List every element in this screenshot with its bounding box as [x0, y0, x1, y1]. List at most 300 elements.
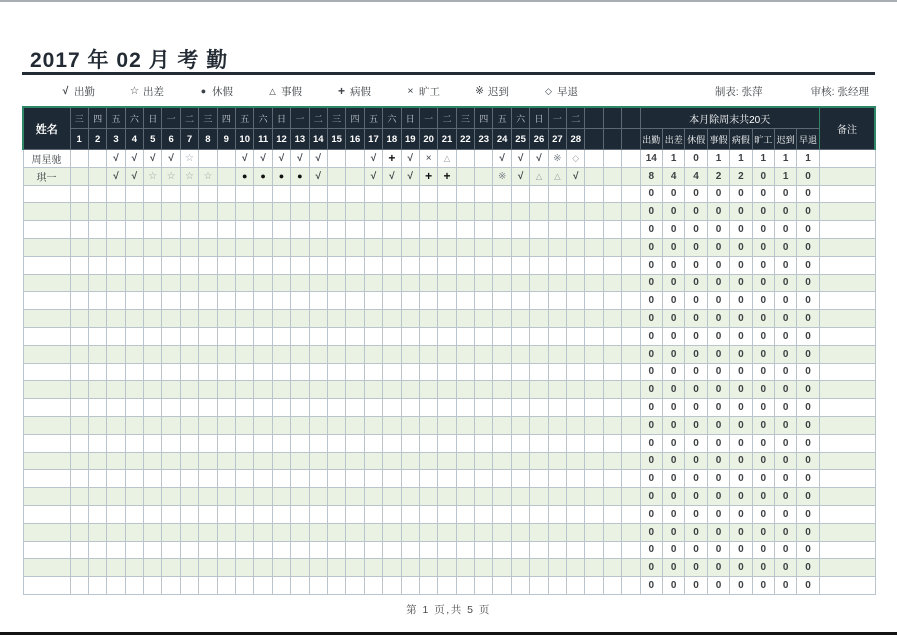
- mark-cell: [272, 185, 290, 203]
- mark-cell: [327, 203, 345, 221]
- mark-cell: [401, 381, 419, 399]
- mark-cell: [272, 274, 290, 292]
- mark-cell: [144, 345, 162, 363]
- mark-cell: [438, 488, 456, 506]
- summary-cell: 0: [752, 363, 774, 381]
- date-cell: 25: [511, 129, 529, 150]
- mark-cell: [585, 363, 603, 381]
- summary-cell: 0: [707, 310, 729, 328]
- mark-cell: [107, 292, 125, 310]
- mark-cell: [107, 238, 125, 256]
- mark-cell: [456, 470, 474, 488]
- mark-cell: [236, 150, 254, 168]
- mark-cell: [585, 185, 603, 203]
- mark-cell: [346, 150, 364, 168]
- summary-cell: 0: [774, 416, 796, 434]
- name-cell: [23, 577, 70, 595]
- mark-cell: [88, 399, 106, 417]
- mark-cell: [511, 577, 529, 595]
- mark-cell: [567, 185, 585, 203]
- mark-cell: [254, 363, 272, 381]
- mark-cell: [199, 345, 217, 363]
- mark-cell: [456, 505, 474, 523]
- mark-cell: [475, 488, 493, 506]
- date-cell: 4: [125, 129, 143, 150]
- mark-cell: [603, 470, 621, 488]
- date-cell: 16: [346, 129, 364, 150]
- mark-cell: [530, 203, 548, 221]
- name-cell: [23, 327, 70, 345]
- legend-item: [474, 84, 509, 99]
- mark-cell: [475, 399, 493, 417]
- summary-cell: 0: [640, 416, 662, 434]
- mark-cell: [567, 310, 585, 328]
- summary-cell: 0: [774, 541, 796, 559]
- mark-cell: [88, 221, 106, 239]
- legend-symbol-icon: ☆: [129, 85, 140, 97]
- mark-cell: [291, 559, 309, 577]
- weekday-cell: 六: [511, 107, 529, 129]
- summary-cell: 0: [730, 452, 752, 470]
- mark-symbol: ●: [260, 170, 266, 181]
- summary-cell: 0: [774, 203, 796, 221]
- mark-cell: [585, 559, 603, 577]
- mark-cell: [236, 221, 254, 239]
- weekday-cell: [585, 107, 603, 129]
- mark-cell: [199, 416, 217, 434]
- date-cell: 13: [291, 129, 309, 150]
- mark-cell: [291, 416, 309, 434]
- summary-cell: 0: [752, 559, 774, 577]
- summary-cell: 1: [752, 150, 774, 168]
- mark-cell: [456, 203, 474, 221]
- mark-cell: [585, 203, 603, 221]
- remark-cell: [819, 381, 875, 399]
- mark-cell: [125, 203, 143, 221]
- summary-cell: 0: [730, 256, 752, 274]
- mark-cell: [309, 399, 327, 417]
- summary-cell: 0: [730, 505, 752, 523]
- date-cell: 12: [272, 129, 290, 150]
- summary-cell: 0: [774, 327, 796, 345]
- summary-cell: 0: [685, 452, 707, 470]
- mark-cell: [401, 452, 419, 470]
- mark-cell: [456, 399, 474, 417]
- mark-cell: [622, 434, 640, 452]
- legend-symbol-icon: ◇: [545, 85, 552, 96]
- mark-cell: [309, 167, 327, 185]
- mark-cell: [144, 274, 162, 292]
- mark-cell: [70, 345, 88, 363]
- mark-cell: [217, 327, 235, 345]
- mark-cell: [567, 488, 585, 506]
- mark-cell: [88, 167, 106, 185]
- mark-cell: [585, 167, 603, 185]
- mark-cell: [70, 470, 88, 488]
- mark-cell: [493, 577, 511, 595]
- mark-cell: [291, 310, 309, 328]
- mark-cell: [346, 203, 364, 221]
- mark-cell: [125, 345, 143, 363]
- mark-cell: [309, 256, 327, 274]
- mark-cell: [309, 541, 327, 559]
- weekday-cell: 三: [199, 107, 217, 129]
- summary-cell: 0: [730, 292, 752, 310]
- mark-cell: [199, 363, 217, 381]
- remark-cell: [819, 292, 875, 310]
- mark-cell: [180, 470, 198, 488]
- mark-cell: [383, 416, 401, 434]
- mark-symbol: ●: [297, 170, 303, 181]
- remark-cell: [819, 185, 875, 203]
- summary-cell: 0: [663, 345, 685, 363]
- mark-cell: [493, 274, 511, 292]
- mark-cell: [88, 452, 106, 470]
- mark-cell: [346, 523, 364, 541]
- mark-cell: [438, 470, 456, 488]
- mark-cell: [493, 256, 511, 274]
- summary-cell: 0: [640, 292, 662, 310]
- mark-cell: [70, 363, 88, 381]
- mark-cell: [364, 559, 382, 577]
- mark-cell: [254, 167, 272, 185]
- mark-cell: [622, 523, 640, 541]
- remark-cell: [819, 452, 875, 470]
- name-cell: [23, 221, 70, 239]
- mark-cell: [475, 470, 493, 488]
- mark-symbol: √: [536, 152, 542, 164]
- summary-cell: 1: [707, 150, 729, 168]
- mark-cell: [383, 505, 401, 523]
- weekday-cell: 四: [217, 107, 235, 129]
- summary-cell: 0: [640, 577, 662, 595]
- remark-cell: [819, 434, 875, 452]
- mark-cell: [622, 559, 640, 577]
- mark-cell: [530, 221, 548, 239]
- mark-cell: [88, 274, 106, 292]
- summary-cell: 0: [707, 292, 729, 310]
- mark-cell: [70, 150, 88, 168]
- summary-cell: 0: [663, 488, 685, 506]
- mark-cell: [530, 274, 548, 292]
- summary-cell: 0: [797, 203, 819, 221]
- name-cell: [23, 381, 70, 399]
- mark-cell: [291, 345, 309, 363]
- mark-cell: [364, 381, 382, 399]
- mark-cell: [88, 327, 106, 345]
- mark-cell: [530, 559, 548, 577]
- name-cell: [23, 488, 70, 506]
- mark-cell: [291, 292, 309, 310]
- mark-cell: [548, 559, 566, 577]
- mark-cell: [272, 345, 290, 363]
- legend-label: 出差: [143, 85, 164, 98]
- mark-cell: [327, 274, 345, 292]
- mark-cell: [88, 238, 106, 256]
- mark-cell: [475, 381, 493, 399]
- mark-cell: [309, 363, 327, 381]
- mark-cell: [603, 381, 621, 399]
- table-row: [23, 238, 875, 256]
- mark-cell: [236, 577, 254, 595]
- mark-cell: [254, 221, 272, 239]
- mark-cell: [530, 238, 548, 256]
- mark-cell: [456, 292, 474, 310]
- mark-cell: [144, 221, 162, 239]
- mark-cell: [438, 523, 456, 541]
- mark-cell: [456, 167, 474, 185]
- mark-cell: [493, 327, 511, 345]
- mark-symbol: ●: [278, 170, 285, 181]
- mark-cell: [254, 238, 272, 256]
- mark-cell: [70, 434, 88, 452]
- mark-cell: [419, 292, 437, 310]
- name-cell: [23, 505, 70, 523]
- summary-col-header: 休假: [685, 129, 707, 150]
- mark-cell: [548, 505, 566, 523]
- summary-cell: 0: [752, 416, 774, 434]
- mark-cell: [144, 577, 162, 595]
- legend-symbol-icon: △: [269, 85, 276, 96]
- mark-cell: [603, 345, 621, 363]
- date-cell: 20: [419, 129, 437, 150]
- mark-cell: [88, 363, 106, 381]
- mark-cell: [125, 256, 143, 274]
- summary-cell: 0: [685, 399, 707, 417]
- mark-cell: [180, 559, 198, 577]
- summary-cell: 0: [797, 523, 819, 541]
- mark-cell: [401, 434, 419, 452]
- weekday-cell: 二: [567, 107, 585, 129]
- mark-cell: [456, 434, 474, 452]
- mark-cell: [419, 221, 437, 239]
- legend-item: [405, 84, 440, 99]
- summary-cell: 0: [774, 452, 796, 470]
- mark-cell: [180, 327, 198, 345]
- summary-cell: 0: [797, 559, 819, 577]
- mark-cell: [401, 203, 419, 221]
- mark-cell: [144, 292, 162, 310]
- date-cell: [585, 129, 603, 150]
- mark-cell: [236, 203, 254, 221]
- summary-cell: 0: [663, 363, 685, 381]
- mark-cell: [236, 185, 254, 203]
- mark-cell: [364, 470, 382, 488]
- mark-cell: [236, 523, 254, 541]
- summary-cell: 0: [663, 381, 685, 399]
- mark-cell: [493, 310, 511, 328]
- summary-cell: 0: [640, 256, 662, 274]
- mark-cell: [585, 470, 603, 488]
- mark-cell: [291, 327, 309, 345]
- mark-cell: [511, 221, 529, 239]
- remark-cell: [819, 505, 875, 523]
- date-cell: 11: [254, 129, 272, 150]
- mark-cell: [180, 399, 198, 417]
- mark-cell: [530, 150, 548, 168]
- mark-cell: [309, 238, 327, 256]
- mark-cell: [511, 470, 529, 488]
- mark-cell: [217, 238, 235, 256]
- table-row: [23, 274, 875, 292]
- mark-cell: [125, 470, 143, 488]
- summary-cell: 0: [797, 541, 819, 559]
- weekday-cell: 四: [88, 107, 106, 129]
- mark-cell: [107, 577, 125, 595]
- mark-cell: [88, 523, 106, 541]
- mark-cell: [603, 488, 621, 506]
- mark-cell: [125, 559, 143, 577]
- mark-cell: [401, 470, 419, 488]
- mark-cell: [622, 167, 640, 185]
- mark-cell: [603, 416, 621, 434]
- summary-cell: 0: [752, 399, 774, 417]
- summary-cell: 1: [797, 150, 819, 168]
- mark-cell: [107, 310, 125, 328]
- mark-cell: [603, 238, 621, 256]
- mark-cell: [364, 434, 382, 452]
- mark-cell: [70, 327, 88, 345]
- mark-cell: [585, 274, 603, 292]
- summary-cell: 0: [797, 363, 819, 381]
- summary-cell: 0: [685, 274, 707, 292]
- mark-cell: [291, 399, 309, 417]
- mark-cell: [530, 185, 548, 203]
- mark-symbol: ※: [497, 170, 507, 182]
- remark-cell: [819, 541, 875, 559]
- mark-cell: [180, 541, 198, 559]
- mark-cell: [493, 167, 511, 185]
- summary-cell: 0: [640, 203, 662, 221]
- mark-cell: [107, 185, 125, 203]
- mark-cell: [567, 327, 585, 345]
- summary-cell: 0: [707, 416, 729, 434]
- summary-cell: 0: [663, 452, 685, 470]
- summary-cell: 0: [640, 505, 662, 523]
- weekday-cell: 五: [107, 107, 125, 129]
- mark-cell: [383, 310, 401, 328]
- mark-cell: [383, 470, 401, 488]
- mark-cell: [419, 399, 437, 417]
- mark-cell: [383, 185, 401, 203]
- mark-symbol: √: [389, 170, 395, 182]
- mark-symbol: √: [260, 152, 266, 164]
- mark-cell: [236, 452, 254, 470]
- mark-cell: [88, 345, 106, 363]
- mark-cell: [254, 470, 272, 488]
- mark-cell: [346, 416, 364, 434]
- mark-cell: [548, 541, 566, 559]
- mark-cell: [493, 452, 511, 470]
- mark-cell: [401, 274, 419, 292]
- mark-cell: [548, 523, 566, 541]
- mark-cell: [493, 221, 511, 239]
- summary-cell: 0: [797, 577, 819, 595]
- summary-cell: 0: [685, 541, 707, 559]
- mark-cell: [603, 310, 621, 328]
- summary-cell: 0: [685, 434, 707, 452]
- name-cell: [23, 310, 70, 328]
- mark-cell: [309, 292, 327, 310]
- mark-cell: [162, 505, 180, 523]
- weekday-cell: 一: [548, 107, 566, 129]
- mark-cell: [346, 292, 364, 310]
- mark-cell: [180, 256, 198, 274]
- mark-cell: [567, 381, 585, 399]
- mark-cell: [511, 541, 529, 559]
- mark-cell: [622, 221, 640, 239]
- mark-cell: [585, 221, 603, 239]
- mark-cell: [291, 238, 309, 256]
- mark-cell: [217, 150, 235, 168]
- mark-cell: [567, 559, 585, 577]
- mark-cell: [309, 559, 327, 577]
- summary-cell: 4: [663, 167, 685, 185]
- mark-cell: [475, 221, 493, 239]
- name-cell: [23, 452, 70, 470]
- mark-cell: [585, 416, 603, 434]
- mark-cell: [530, 577, 548, 595]
- legend-symbol-icon: ×: [407, 85, 414, 97]
- mark-cell: [585, 345, 603, 363]
- mark-cell: [327, 345, 345, 363]
- table-row: [23, 256, 875, 274]
- mark-cell: [107, 470, 125, 488]
- mark-cell: [125, 505, 143, 523]
- mark-cell: [125, 150, 143, 168]
- mark-cell: [162, 381, 180, 399]
- remark-cell: [819, 470, 875, 488]
- mark-symbol: √: [168, 152, 174, 164]
- mark-cell: [125, 327, 143, 345]
- mark-cell: [383, 327, 401, 345]
- table-row: [23, 577, 875, 595]
- mark-cell: [475, 416, 493, 434]
- mark-cell: [309, 274, 327, 292]
- mark-cell: [236, 505, 254, 523]
- mark-cell: [70, 167, 88, 185]
- summary-cell: 0: [640, 238, 662, 256]
- mark-cell: [254, 381, 272, 399]
- summary-cell: 0: [797, 274, 819, 292]
- mark-cell: [530, 416, 548, 434]
- summary-cell: 0: [730, 363, 752, 381]
- mark-cell: [364, 238, 382, 256]
- mark-cell: [162, 292, 180, 310]
- mark-cell: [511, 274, 529, 292]
- mark-cell: [530, 345, 548, 363]
- summary-cell: 0: [707, 470, 729, 488]
- summary-cell: 0: [640, 327, 662, 345]
- legend-label: 病假: [350, 85, 371, 98]
- mark-symbol: √: [113, 152, 119, 164]
- summary-cell: 0: [663, 185, 685, 203]
- mark-cell: [383, 541, 401, 559]
- mark-cell: [254, 310, 272, 328]
- mark-cell: [180, 185, 198, 203]
- mark-cell: [144, 434, 162, 452]
- mark-cell: [456, 541, 474, 559]
- mark-cell: [383, 363, 401, 381]
- summary-cell: 0: [707, 345, 729, 363]
- mark-symbol: √: [407, 152, 413, 164]
- remark-cell: [819, 345, 875, 363]
- mark-cell: [162, 310, 180, 328]
- mark-cell: [107, 452, 125, 470]
- mark-cell: [107, 256, 125, 274]
- summary-cell: 0: [685, 221, 707, 239]
- summary-cell: 2: [730, 167, 752, 185]
